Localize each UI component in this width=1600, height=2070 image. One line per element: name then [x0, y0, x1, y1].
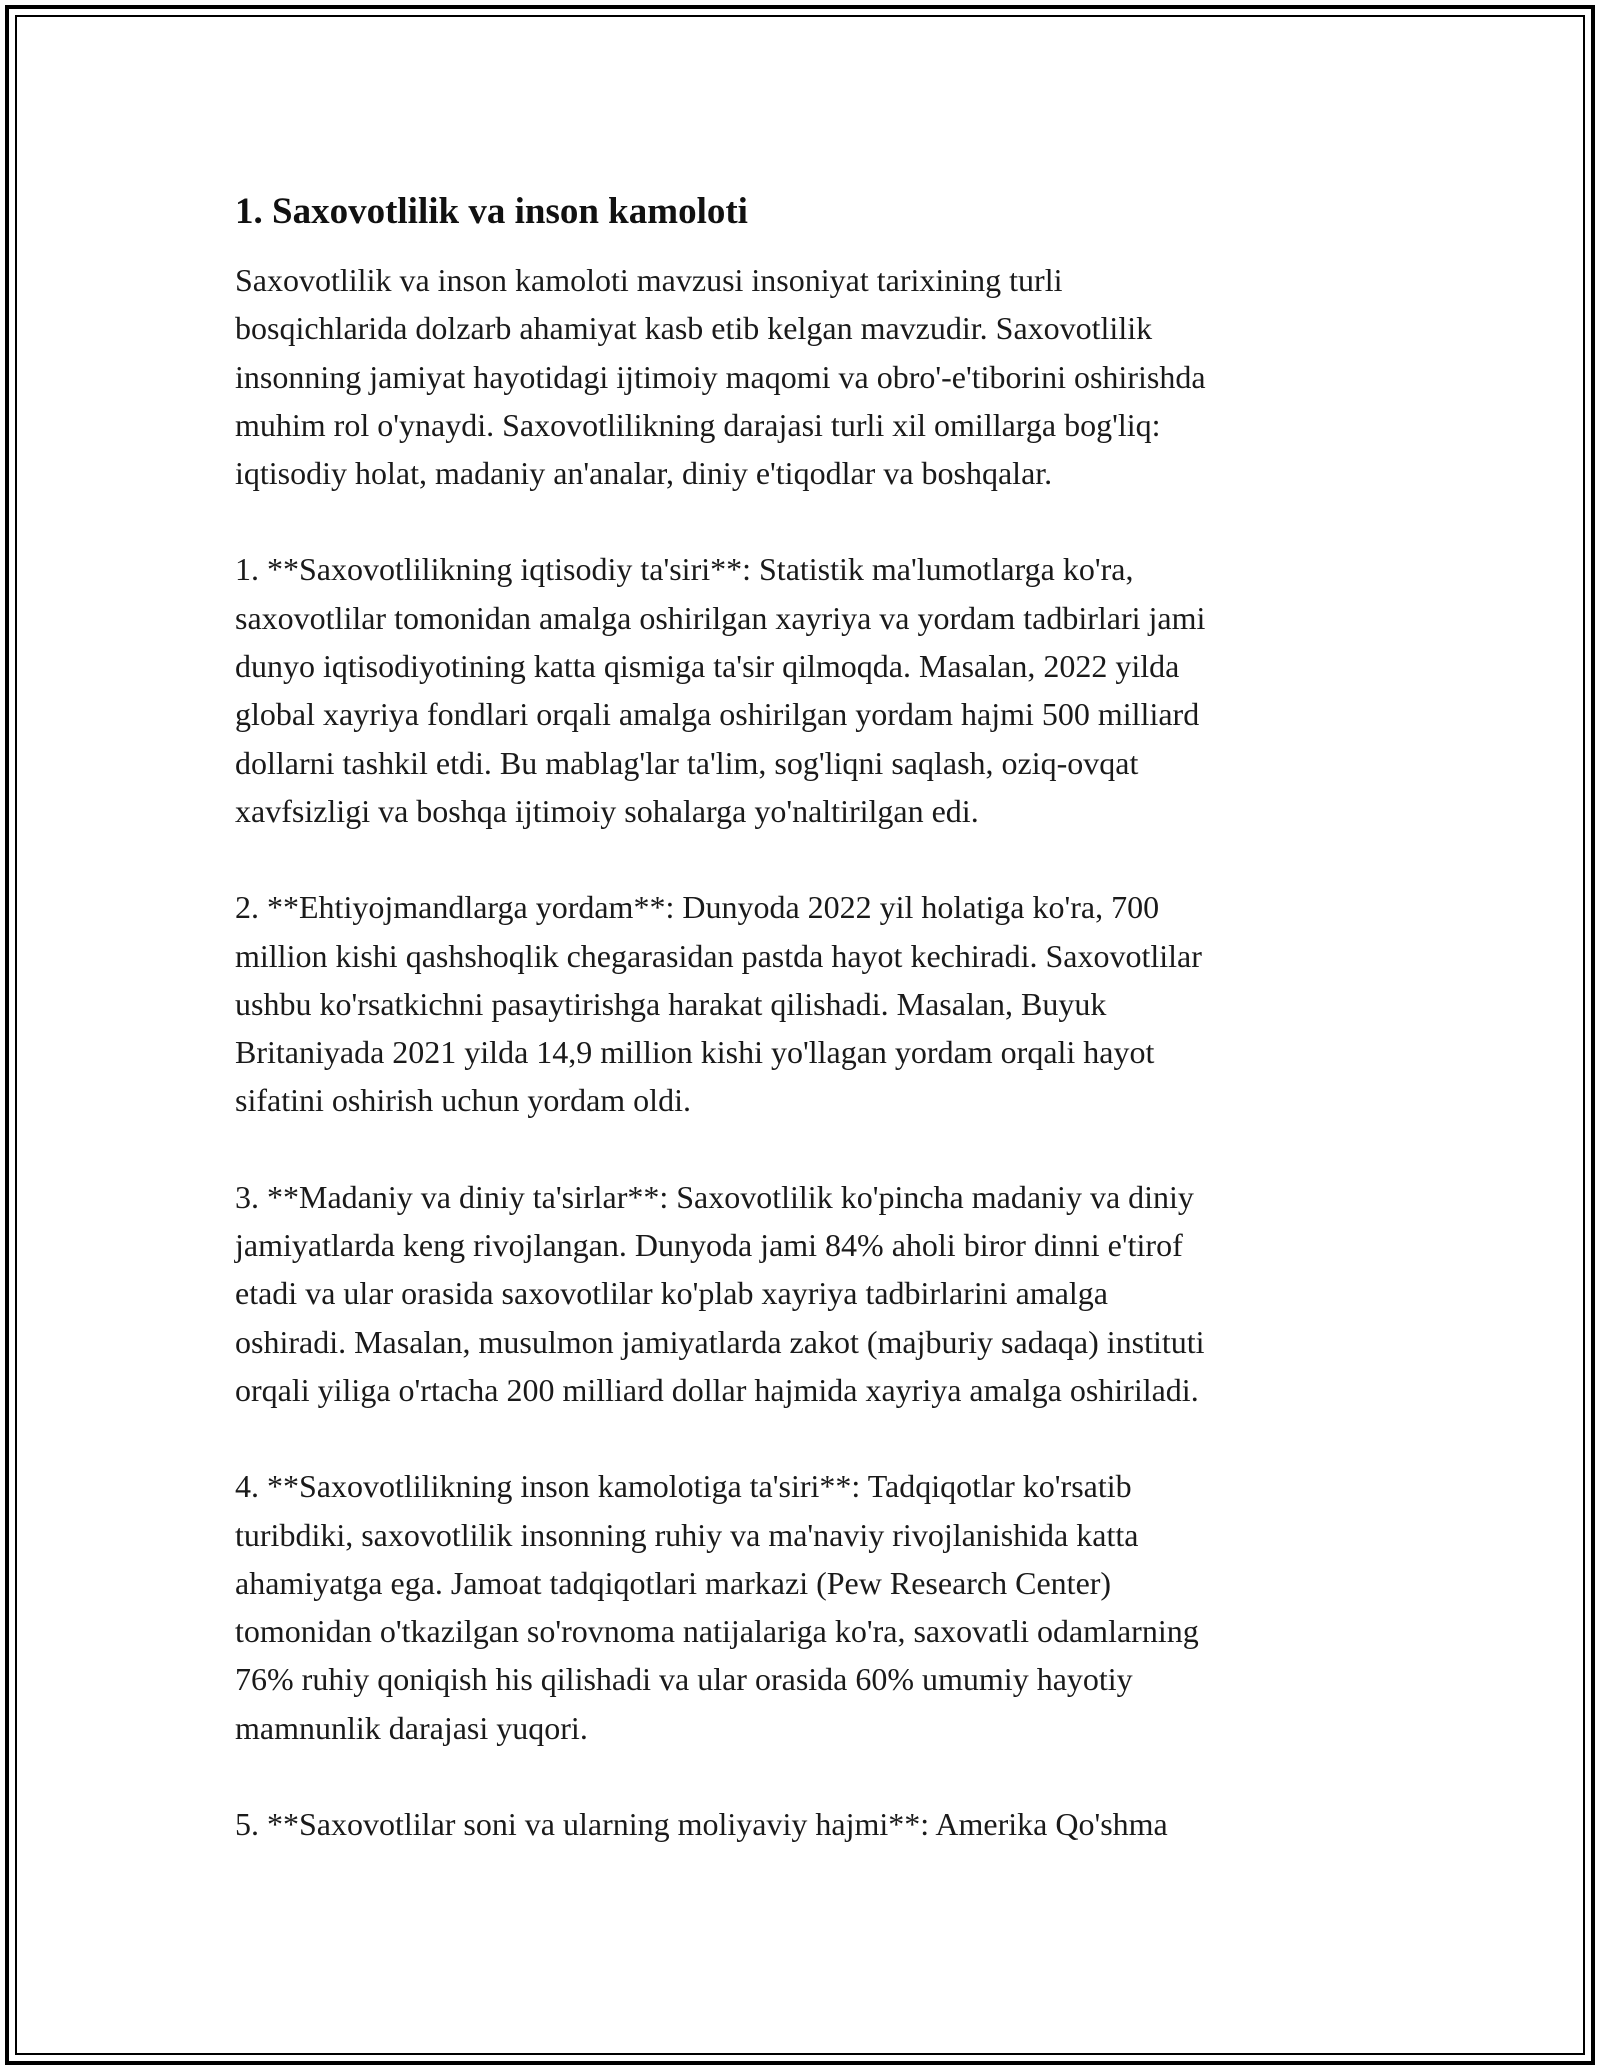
- paragraph-line: Britaniyada 2021 yilda 14,9 million kishi yo'llagan yordam orqali hayot: [235, 1034, 1155, 1071]
- paragraph-line: saxovotlilar tomonidan amalga oshirilgan xayriya va yordam tadbirlari jami: [235, 599, 1206, 636]
- paragraph-line: 1. **Saxovotlilikning iqtisodiy ta'siri**: Statistik ma'lumotlarga ko'ra,: [235, 551, 1134, 588]
- paragraph-line: 3. **Madaniy va diniy ta'sirlar**: Saxovotlilik ko'pincha madaniy va diniy: [235, 1178, 1194, 1215]
- paragraph-item-4: [235, 1462, 1365, 1752]
- paragraph-item-2: [235, 883, 1365, 1124]
- paragraph-line: ushbu ko'rsatkichni pasaytirishga harakat qilishadi. Masalan, Buyuk: [235, 985, 1107, 1022]
- paragraph-line: global xayriya fondlari orqali amalga oshirilgan yordam hajmi 500 milliard: [235, 696, 1200, 733]
- paragraph-item-1: [235, 545, 1365, 835]
- paragraph-line: jamiyatlarda keng rivojlangan. Dunyoda jami 84% aholi biror dinni e'tirof: [235, 1227, 1183, 1264]
- paragraph-line: 76% ruhiy qoniqish his qilishadi va ular orasida 60% umumiy hayotiy: [235, 1661, 1133, 1698]
- paragraph-line: Saxovotlilik va inson kamoloti mavzusi insoniyat tarixining turli: [235, 262, 1063, 298]
- paragraph-line: orqali yiliga o'rtacha 200 milliard dollar hajmida xayriya amalga oshiriladi.: [235, 1371, 1199, 1408]
- paragraph-item-3: [235, 1173, 1365, 1414]
- paragraph-item-5: [235, 1800, 1365, 1848]
- paragraph-line: iqtisodiy holat, madaniy an'analar, diniy e'tiqodlar va boshqalar.: [235, 455, 1053, 492]
- paragraph-line: sifatini oshirish uchun yordam oldi.: [235, 1082, 691, 1119]
- paragraph-line: 2. **Ehtiyojmandlarga yordam**: Dunyoda 2022 yil holatiga ko'ra, 700: [235, 889, 1160, 926]
- paragraph-line: insonning jamiyat hayotidagi ijtimoiy maqomi va obro'-e'tiborini oshirishda: [235, 358, 1206, 395]
- paragraph-intro: [235, 256, 1365, 497]
- document-body: [235, 188, 1365, 1896]
- paragraph-line: etadi va ular orasida saxovotlilar ko'plab xayriya tadbirlarini amalga: [235, 1275, 1108, 1312]
- paragraph-line: ahamiyatga ega. Jamoat tadqiqotlari markazi (Pew Research Center): [235, 1564, 1112, 1601]
- paragraph-line: muhim rol o'ynaydi. Saxovotlilikning darajasi turli xil omillarga bog'liq:: [235, 406, 1161, 443]
- paragraph-line: mamnunlik darajasi yuqori.: [235, 1709, 588, 1746]
- paragraph-line: oshiradi. Masalan, musulmon jamiyatlarda zakot (majburiy sadaqa) instituti: [235, 1323, 1205, 1360]
- paragraph-line: bosqichlarida dolzarb ahamiyat kasb etib kelgan mavzudir. Saxovotlilik: [235, 310, 1153, 347]
- paragraph-line: turibdiki, saxovotlilik insonning ruhiy va ma'naviy rivojlanishida katta: [235, 1516, 1139, 1553]
- paragraph-line: dunyo iqtisodiyotining katta qismiga ta'sir qilmoqda. Masalan, 2022 yilda: [235, 648, 1180, 685]
- paragraph-line: million kishi qashshoqlik chegarasidan pastda hayot kechiradi. Saxovotlilar: [235, 937, 1202, 974]
- paragraph-line: 4. **Saxovotlilikning inson kamolotiga ta'siri**: Tadqiqotlar ko'rsatib: [235, 1468, 1132, 1505]
- section-title: 1. Saxovotlilik va inson kamoloti: [235, 191, 748, 232]
- paragraph-line: xavfsizligi va boshqa ijtimoiy sohalarga yo'naltirilgan edi.: [235, 792, 979, 829]
- paragraph-line: 5. **Saxovotlilar soni va ularning moliyaviy hajmi**: Amerika Qo'shma: [235, 1806, 1168, 1843]
- paragraph-line: tomonidan o'tkazilgan so'rovnoma natijalariga ko'ra, saxovatli odamlarning: [235, 1613, 1199, 1650]
- paragraph-line: dollarni tashkil etdi. Bu mablag'lar ta'lim, sog'liqni saqlash, oziq-ovqat: [235, 744, 1139, 781]
